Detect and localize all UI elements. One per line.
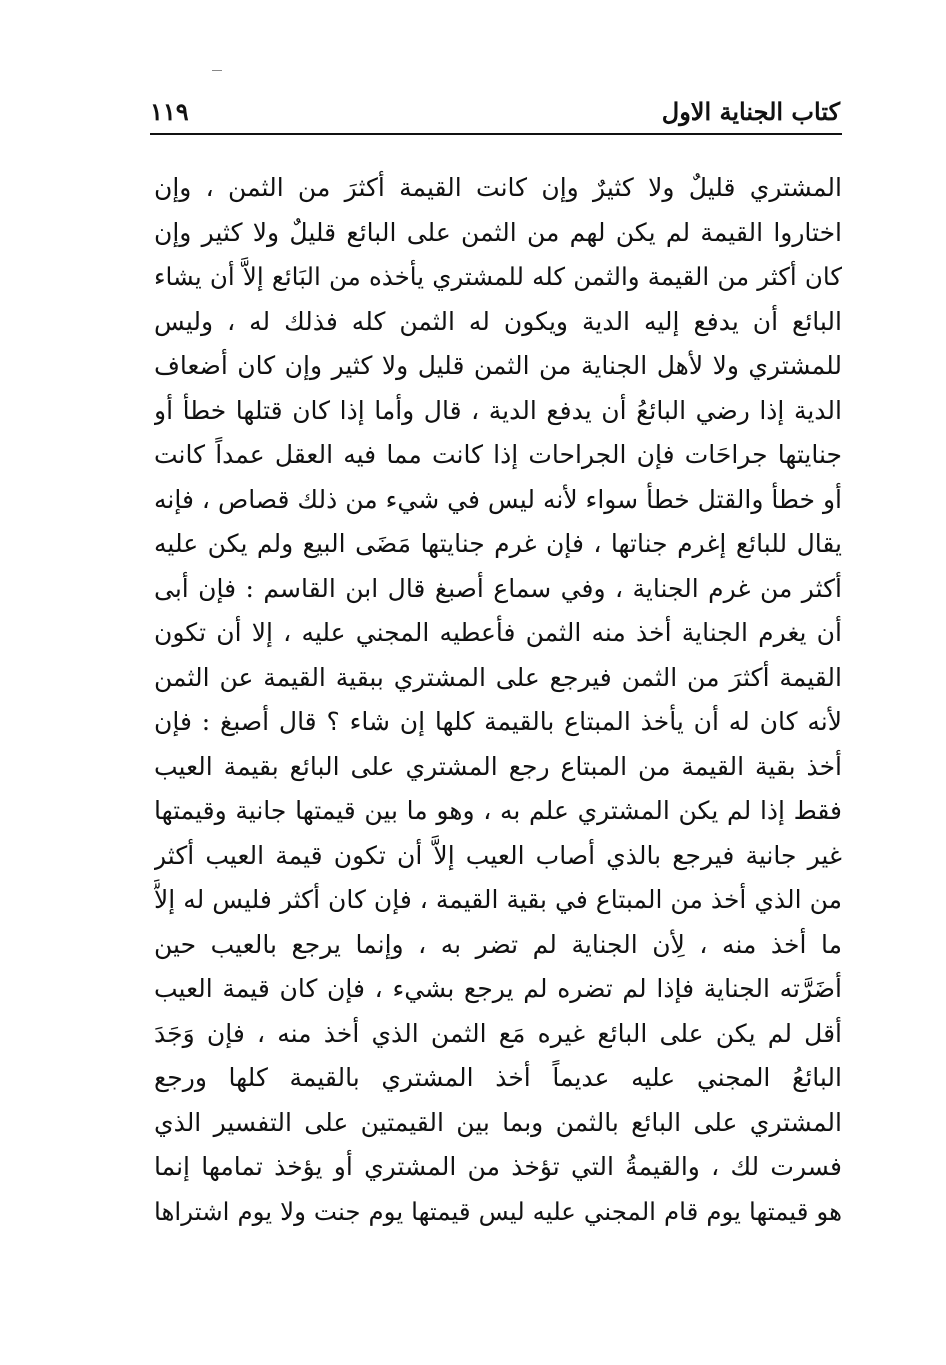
text-line: أخذ بقية القيمة من المبتاع رجع المشتري على البائع بقيمة العيب xyxy=(154,751,842,781)
text-line: للمشتري ولا لأهل الجناية من الثمن قليل ولا كثير وإن كان أضعاف xyxy=(154,351,842,380)
text-line: جنايتها جراحَات فإن الجراحات إذا كانت مما فيه العقل عمداً كانت xyxy=(154,440,842,469)
body-text xyxy=(154,166,842,1234)
text-line: المشتري على البائع بالثمن وبما بين القيمتين على التفسير الذي xyxy=(154,1107,842,1137)
text-line: أضَرَّته الجناية فإذا لم تضره لم يرجع بشيء ، فإن كان قيمة العيب xyxy=(154,974,842,1003)
text-line: أكثر من غرم الجناية ، وفي سماع أصبغ قال ابن القاسم : فإن أبى xyxy=(154,573,842,603)
header-divider xyxy=(150,133,842,135)
text-line: من الذي أخذ من المبتاع في بقية القيمة ، فإن كان أكثر فليس له إلاَّ xyxy=(154,885,842,914)
text-line: أن يغرم الجناية أخذ منه الثمن فأعطيه المجني عليه ، إلا أن تكون xyxy=(154,618,842,647)
text-line: أقل لم يكن على البائع غيره مَع الثمن الذي أخذ منه ، فإن وَجَدَ xyxy=(154,1018,842,1048)
text-line: المشتري قليلٌ ولا كثيرٌ وإن كانت القيمة أكثرَ من الثمن ، وإن xyxy=(154,173,842,202)
text-line: فسرت لك ، والقيمةُ التي تؤخذ من المشتري أو يؤخذ تمامها إنما xyxy=(154,1152,842,1181)
text-line: القيمة أكثرَ من الثمن فيرجع على المشتري ببقية القيمة عن الثمن xyxy=(154,662,842,692)
text-line: غير جانية فيرجع بالذي أصاب العيب إلاَّ أن تكون قيمة العيب أكثر xyxy=(154,840,842,870)
running-header xyxy=(150,96,840,130)
text-line: البائع أن يدفع إليه الدية ويكون له الثمن كله فذلك له ، وليس xyxy=(154,306,842,336)
page-number: ١١٩ xyxy=(150,97,189,126)
text-line: ما أخذ منه ، لِأن الجناية لم تضر به ، وإنما يرجع بالعيب حين xyxy=(154,929,842,959)
text-line: الدية إذا رضي البائعُ أن يدفع الدية ، قال وأما إذا كان قتلها خطأ أو xyxy=(154,395,842,425)
text-line: فقط إذا لم يكن المشتري علم به ، وهو ما بين قيمتها جانية وقيمتها xyxy=(154,796,842,825)
text-line: اختاروا القيمة لم يكن لهم من الثمن على البائع قليلٌ ولا كثير وإن xyxy=(154,217,842,247)
chapter-title: كتاب الجناية الاول xyxy=(661,97,840,126)
text-line: أو خطأ والقتل خطأ سواء لأنه ليس في شيء من ذلك قصاص ، فإنه xyxy=(154,484,842,514)
text-line: البائعُ المجني عليه عديماً أخذ المشتري بالقيمة كلها ورجع xyxy=(154,1063,842,1092)
scan-speck xyxy=(212,70,222,71)
text-line: لأنه كان له أن يأخذ المبتاع بالقيمة كلها إن شاء ؟ قال أصبغ : فإن xyxy=(154,707,842,736)
text-line: يقال للبائع إغرم جناتها ، فإن غرم جنايتها مَضَى البيع ولم يكن عليه xyxy=(154,529,842,558)
text-line: كان أكثر من القيمة والثمن كله للمشتري يأخذه من البَائع إلاَّ أن يشاء xyxy=(154,262,842,291)
text-line: هو قيمتها يوم قام المجني عليه ليس قيمتها يوم جنت ولا يوم اشتراها xyxy=(154,1196,842,1226)
